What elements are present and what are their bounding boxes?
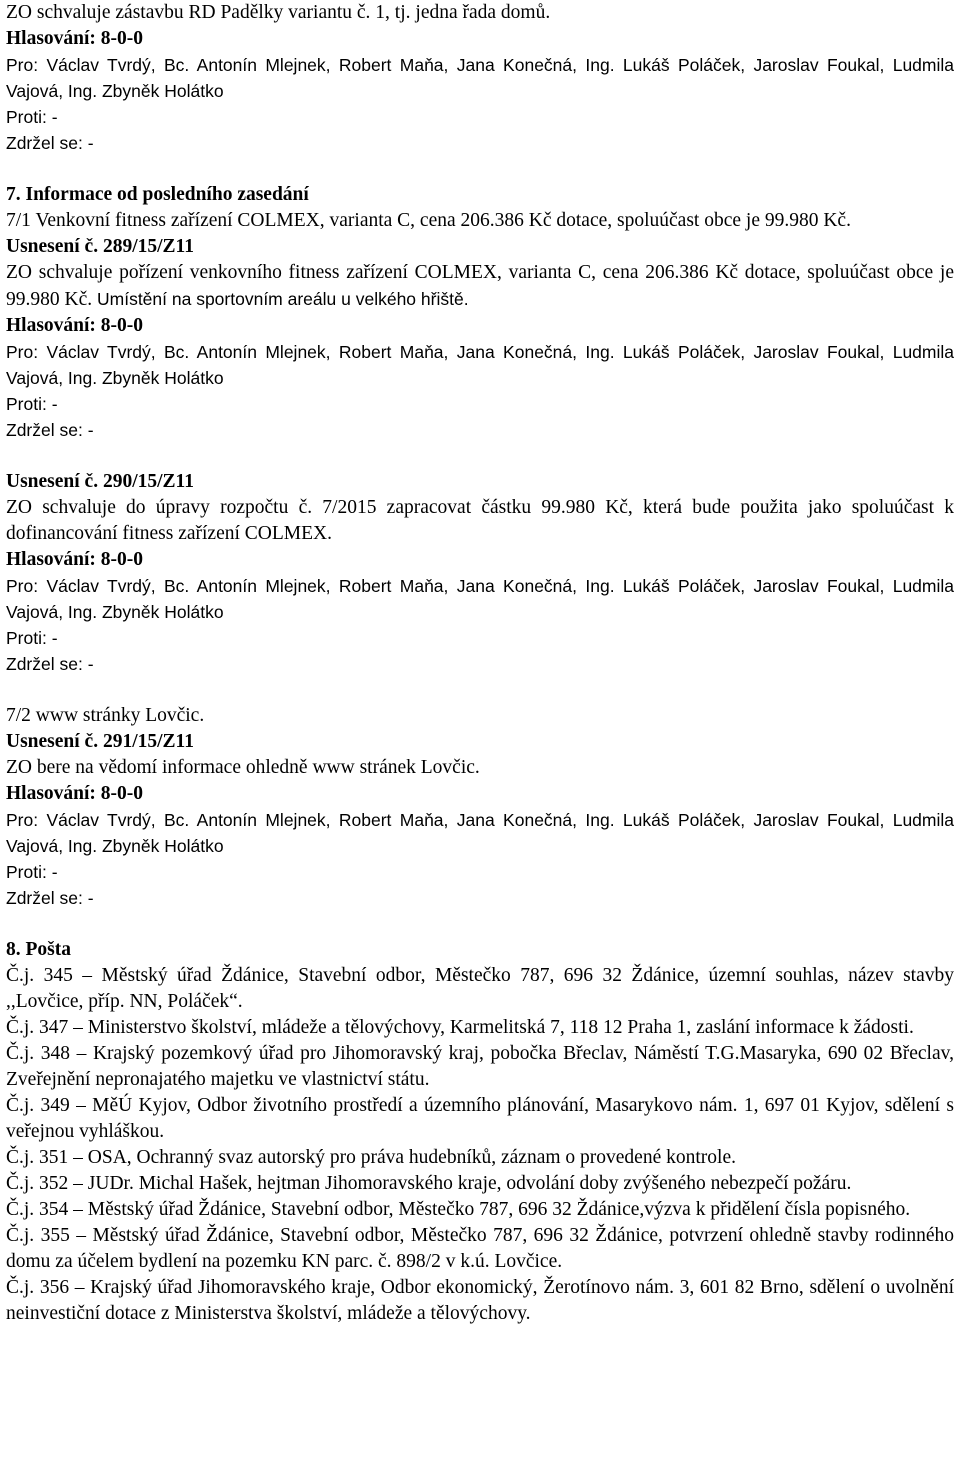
vote-result: Hlasování: 8-0-0 [6, 783, 144, 804]
mail-item: Č.j. 348 – Krajský pozemkový úřad pro Jihomoravský kraj, pobočka Břeclav, Náměstí T.G.Masaryka, 690 02 Břeclav, Zveřejnění nepronajatého majetku ve vlastnictví státu. [6, 1043, 954, 1090]
resolution-label: Usnesení č. 291/15/Z11 [6, 731, 194, 752]
mail-item: Č.j. 351 – OSA, Ochranný svaz autorský pro práva hudebníků, záznam o provedené kontrole. [6, 1147, 736, 1168]
vote-proti: Proti: - [6, 394, 58, 414]
vote-pro-list: Pro: Václav Tvrdý, Bc. Antonín Mlejnek, Robert Maňa, Jana Konečná, Ing. Lukáš Poláček, Jaroslav Foukal, Ludmila Vajová, Ing. Zbyněk Holátko [6, 810, 954, 856]
mail-item: Č.j. 356 – Krajský úřad Jihomoravského kraje, Odbor ekonomický, Žerotínovo nám. 3, 601 82 Brno, sdělení o uvolnění neinvestiční dotace z Ministerstva školství, mládeže a tělovýchovy. [6, 1277, 954, 1324]
section-heading: 8. Pošta [6, 939, 71, 960]
vote-pro-list: Pro: Václav Tvrdý, Bc. Antonín Mlejnek, Robert Maňa, Jana Konečná, Ing. Lukáš Poláček, Jaroslav Foukal, Ludmila Vajová, Ing. Zbyněk Holátko [6, 55, 954, 101]
resolution-text-location: Umístění na sportovním areálu u velkého hřiště. [92, 289, 469, 309]
spacer [6, 911, 954, 937]
resolution-text [6, 260, 954, 313]
vote-zdrzel: Zdržel se: - [6, 888, 94, 908]
agenda-item: 7/1 Venkovní fitness zařízení COLMEX, varianta C, cena 206.386 Kč dotace, spoluúčast obce je 99.980 Kč. [6, 210, 851, 231]
spacer [6, 677, 954, 703]
mail-item: Č.j. 354 – Městský úřad Ždánice, Stavební odbor, Městečko 787, 696 32 Ždánice,výzva k přidělení čísla popisného. [6, 1199, 911, 1220]
mail-item: Č.j. 347 – Ministerstvo školství, mládeže a tělovýchovy, Karmelitská 7, 118 12 Praha 1, zaslání informace k žádosti. [6, 1017, 914, 1038]
vote-pro-list: Pro: Václav Tvrdý, Bc. Antonín Mlejnek, Robert Maňa, Jana Konečná, Ing. Lukáš Poláček, Jaroslav Foukal, Ludmila Vajová, Ing. Zbyněk Holátko [6, 576, 954, 622]
mail-item: Č.j. 349 – MěÚ Kyjov, Odbor životního prostředí a územního plánování, Masarykovo nám. 1, 697 01 Kyjov, sdělení s veřejnou vyhláškou. [6, 1095, 954, 1142]
mail-item: Č.j. 345 – Městský úřad Ždánice, Stavební odbor, Městečko 787, 696 32 Ždánice, územní souhlas, název stavby ,,Lovčice, příp. NN, Poláček“. [6, 965, 954, 1012]
vote-pro-list: Pro: Václav Tvrdý, Bc. Antonín Mlejnek, Robert Maňa, Jana Konečná, Ing. Lukáš Poláček, Jaroslav Foukal, Ludmila Vajová, Ing. Zbyněk Holátko [6, 342, 954, 388]
spacer [6, 156, 954, 182]
mail-item: Č.j. 352 – JUDr. Michal Hašek, hejtman Jihomoravského kraje, odvolání doby zvýšeného nebezpečí požáru. [6, 1173, 852, 1194]
spacer [6, 443, 954, 469]
resolution-label: Usnesení č. 289/15/Z11 [6, 236, 194, 257]
vote-zdrzel: Zdržel se: - [6, 654, 94, 674]
resolution-text: ZO schvaluje zástavbu RD Padělky variantu č. 1, tj. jedna řada domů. [6, 2, 551, 23]
vote-result: Hlasování: 8-0-0 [6, 28, 144, 49]
vote-result: Hlasování: 8-0-0 [6, 549, 144, 570]
vote-result: Hlasování: 8-0-0 [6, 315, 144, 336]
resolution-text: ZO bere na vědomí informace ohledně www stránek Lovčic. [6, 757, 480, 778]
section-heading: 7. Informace od posledního zasedání [6, 184, 309, 205]
vote-proti: Proti: - [6, 862, 58, 882]
resolution-text: ZO schvaluje do úpravy rozpočtu č. 7/2015 zapracovat částku 99.980 Kč, která bude použita jako spoluúčast k dofinancování fitness zařízení COLMEX. [6, 497, 954, 544]
vote-proti: Proti: - [6, 107, 58, 127]
vote-zdrzel: Zdržel se: - [6, 133, 94, 153]
agenda-item: 7/2 www stránky Lovčic. [6, 705, 205, 726]
resolution-text-main: ZO schvaluje pořízení venkovního fitness zařízení COLMEX, varianta C, cena 206.386 Kč dotace, spoluúčast obce je 99.980 Kč. [6, 262, 954, 310]
vote-zdrzel: Zdržel se: - [6, 420, 94, 440]
vote-proti: Proti: - [6, 628, 58, 648]
mail-item: Č.j. 355 – Městský úřad Ždánice, Stavební odbor, Městečko 787, 696 32 Ždánice, potvrzení ohledně stavby rodinného domu za účelem bydlení na pozemku KN parc. č. 898/2 v k.ú. Lovčice. [6, 1225, 954, 1272]
resolution-label: Usnesení č. 290/15/Z11 [6, 471, 194, 492]
